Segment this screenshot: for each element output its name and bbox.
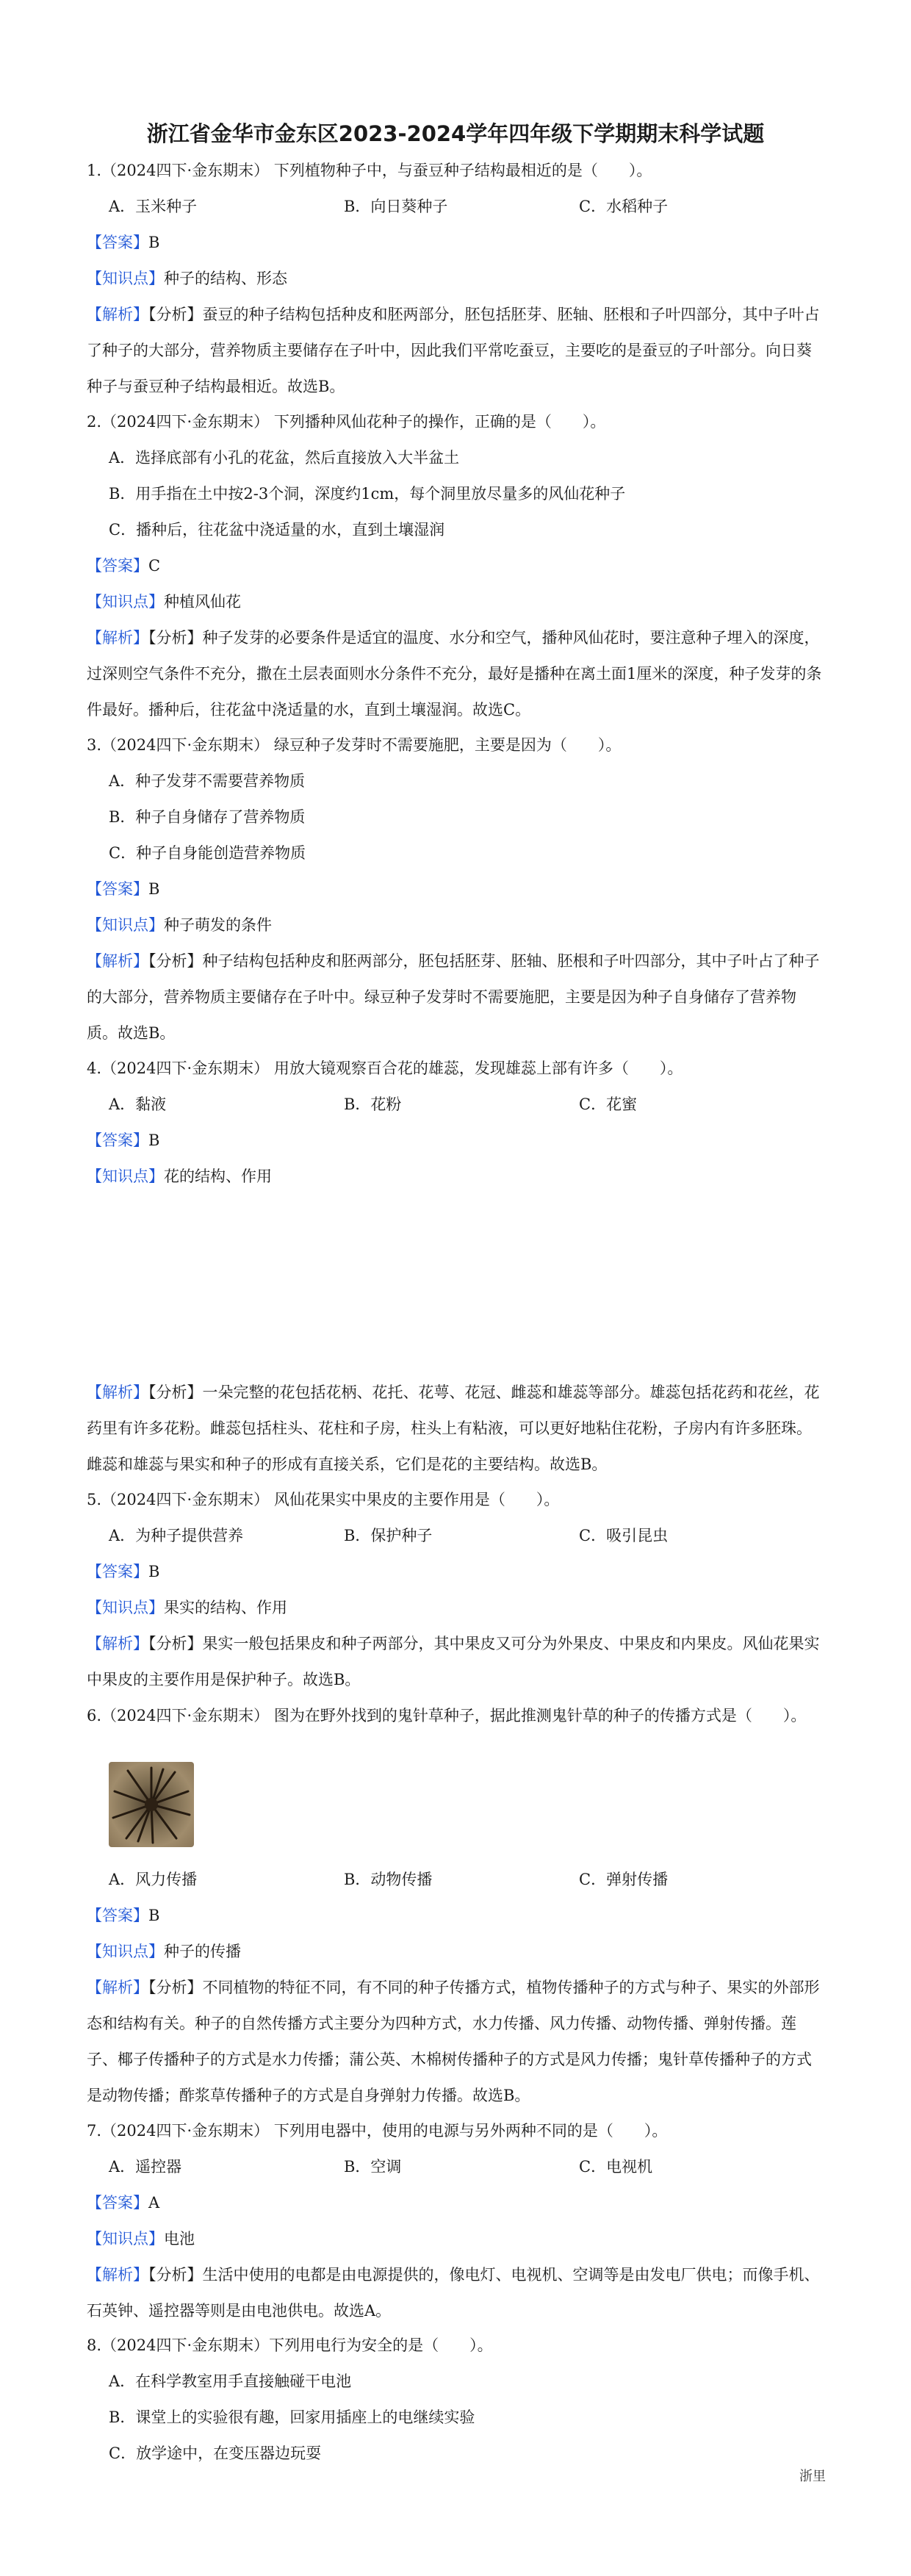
q4-answer: B: [148, 1132, 160, 1149]
q8-option-a: A．在科学教室用手直接触碰干电池: [109, 2372, 352, 2390]
analysis-label: 【解析】: [87, 629, 148, 647]
q3-option-c: C．种子自身能创造营养物质: [109, 844, 306, 862]
knowledge-label: 【知识点】: [87, 1599, 164, 1616]
q4-analysis: 【分析】一朵完整的花包括花柄、花托、花萼、花冠、雌蕊和雄蕊等部分。雄蕊包括花药和花丝，花药里有许多花粉。雌蕊包括柱头、花柱和子房，柱头上有粘液，可以更好地粘住花粉，子房内有许多胚珠。雌蕊和雄蕊与果实和种子的形成有直接关系，它们是花的主要结构。故选B。: [87, 1384, 820, 1473]
q2-analysis: 【分析】种子发芽的必要条件是适宜的温度、水分和空气，播种风仙花时，要注意种子埋入的深度，过深则空气条件不充分，撒在土层表面则水分条件不充分，最好是播种在离土面1厘米的深度，种子发芽的条件最好。播种后，往花盆中浇适量的水，直到土壤湿润。故选C。: [87, 629, 822, 719]
analysis-label: 【解析】: [87, 2266, 148, 2284]
q3-analysis: 【分析】种子结构包括种皮和胚两部分，胚包括胚芽、胚轴、胚根和子叶四部分，其中子叶占了种子的大部分，营养物质主要储存在子叶中。绿豆种子发芽时不需要施肥，主要是因为种子自身储存了营养物质。故选B。: [87, 952, 820, 1042]
q5-option-c: C．吸引昆虫: [579, 1527, 669, 1544]
q2-option-a: A．选择底部有小孔的花盆，然后直接放入大半盆土: [109, 449, 460, 467]
analysis-label: 【解析】: [87, 306, 148, 323]
q3-option-a: A．种子发芽不需要营养物质: [109, 772, 306, 790]
answer-label: 【答案】: [87, 2194, 148, 2212]
q4-analysis-block: [87, 1375, 825, 1483]
q6-option-c: C．弹射传播: [579, 1871, 669, 1888]
q3-answer: B: [148, 880, 160, 898]
q2-answer-line: [87, 555, 825, 576]
q7-answer-line: [87, 2192, 825, 2213]
q8-option-b: B．课堂上的实验很有趣，回家用插座上的电继续实验: [109, 2408, 475, 2426]
q1-answer: B: [148, 234, 160, 251]
seed-cluster-icon: [109, 1762, 194, 1847]
knowledge-label: 【知识点】: [87, 1168, 164, 1185]
q1-knowledge-line: [87, 268, 825, 289]
q4-answer-line: [87, 1130, 825, 1151]
q5-analysis-block: [87, 1626, 825, 1698]
q1-option-c: C．水稻种子: [579, 198, 669, 215]
knowledge-label: 【知识点】: [87, 1943, 164, 1960]
answer-label: 【答案】: [87, 880, 148, 898]
analysis-label: 【解析】: [87, 1384, 148, 1401]
q4-option-c: C．花蜜: [579, 1095, 638, 1113]
q2-stem: 2.（2024四下·金东期末） 下列播种风仙花种子的操作，正确的是（ ）。: [87, 413, 606, 431]
bidens-seed-image: [109, 1762, 194, 1847]
q2-knowledge: 种植风仙花: [164, 593, 241, 611]
answer-label: 【答案】: [87, 234, 148, 251]
answer-label: 【答案】: [87, 1563, 148, 1580]
q1-option-b: B．向日葵种子: [344, 198, 448, 215]
q3-knowledge: 种子萌发的条件: [164, 916, 272, 934]
q3-option-b: B．种子自身储存了营养物质: [109, 808, 306, 826]
q6-answer: B: [148, 1907, 160, 1924]
q2-answer: C: [148, 557, 161, 575]
q6-analysis-block: [87, 1970, 825, 2114]
q7-option-a: A．遥控器: [109, 2158, 182, 2176]
q4-option-b: B．花粉: [344, 1095, 402, 1113]
page-footer: 浙里: [799, 2469, 826, 2484]
q7-answer: A: [148, 2194, 160, 2212]
q3-analysis-block: [87, 943, 825, 1051]
q7-knowledge-line: [87, 2228, 825, 2249]
answer-label: 【答案】: [87, 557, 148, 575]
q3-stem: 3.（2024四下·金东期末） 绿豆种子发芽时不需要施肥，主要是因为（ ）。: [87, 736, 622, 754]
q1-knowledge: 种子的结构、形态: [164, 270, 287, 287]
q7-option-b: B．空调: [344, 2158, 402, 2176]
q1-answer-line: [87, 232, 825, 253]
q4-knowledge: 花的结构、作用: [164, 1168, 272, 1185]
q7-analysis: 【分析】生活中使用的电都是由电源提供的，像电灯、电视机、空调等是由发电厂供电；而像手机、石英钟、遥控器等则是由电池供电。故选A。: [87, 2266, 820, 2320]
q5-option-b: B．保护种子: [344, 1527, 433, 1544]
q6-knowledge: 种子的传播: [164, 1943, 241, 1960]
analysis-label: 【解析】: [87, 1979, 148, 1996]
knowledge-label: 【知识点】: [87, 916, 164, 934]
q5-knowledge-line: [87, 1597, 825, 1618]
q6-option-a: A．风力传播: [109, 1871, 198, 1888]
q4-stem: 4.（2024四下·金东期末） 用放大镜观察百合花的雄蕊，发现雄蕊上部有许多（ ）。: [87, 1059, 683, 1077]
q5-answer: B: [148, 1563, 160, 1580]
q8-option-c: C．放学途中，在变压器边玩耍: [109, 2444, 322, 2462]
q2-analysis-block: [87, 620, 825, 728]
q3-answer-line: [87, 879, 825, 899]
answer-label: 【答案】: [87, 1907, 148, 1924]
q5-knowledge: 果实的结构、作用: [164, 1599, 287, 1616]
q7-knowledge: 电池: [164, 2230, 195, 2248]
q7-stem: 7.（2024四下·金东期末） 下列用电器中，使用的电源与另外两种不同的是（ ）。: [87, 2122, 668, 2140]
q5-analysis: 【分析】果实一般包括果皮和种子两部分，其中果皮又可分为外果皮、中果皮和内果皮。风仙花果实中果皮的主要作用是保护种子。故选B。: [87, 1635, 820, 1688]
page-title: 浙江省金华市金东区2023-2024学年四年级下学期期末科学试题: [146, 121, 765, 146]
q7-option-c: C．电视机: [579, 2158, 653, 2176]
q7-analysis-block: [87, 2257, 825, 2329]
q2-knowledge-line: [87, 591, 825, 612]
q5-answer-line: [87, 1561, 825, 1582]
q2-option-c: C．播种后，往花盆中浇适量的水，直到土壤湿润: [109, 521, 445, 539]
knowledge-label: 【知识点】: [87, 270, 164, 287]
q1-analysis: 【分析】蚕豆的种子结构包括种皮和胚两部分，胚包括胚芽、胚轴、胚根和子叶四部分，其中子叶占了种子的大部分，营养物质主要储存在子叶中，因此我们平常吃蚕豆，主要吃的是蚕豆的子叶部分。向日葵种子与蚕豆种子结构最相近。故选B。: [87, 306, 820, 395]
knowledge-label: 【知识点】: [87, 2230, 164, 2248]
q2-option-b: B．用手指在土中按2-3个洞，深度约1cm，每个洞里放尽量多的风仙花种子: [109, 485, 626, 503]
q5-stem: 5.（2024四下·金东期末） 风仙花果实中果皮的主要作用是（ ）。: [87, 1491, 560, 1508]
q5-option-a: A．为种子提供营养: [109, 1527, 244, 1544]
knowledge-label: 【知识点】: [87, 593, 164, 611]
q6-answer-line: [87, 1905, 825, 1926]
q4-knowledge-line: [87, 1166, 825, 1187]
q6-analysis: 【分析】不同植物的特征不同，有不同的种子传播方式，植物传播种子的方式与种子、果实的外部形态和结构有关。种子的自然传播方式主要分为四种方式，水力传播、风力传播、动物传播、弹射传播。莲子、椰子传播种子的方式是水力传播；蒲公英、木棉树传播种子的方式是风力传播；鬼针草传播种子的方式是动物传播；酢浆草传播种子的方式是自身弹射力传播。故选B。: [87, 1979, 820, 2104]
q1-option-a: A．玉米种子: [109, 198, 198, 215]
q1-analysis-block: [87, 297, 825, 405]
q6-option-b: B．动物传播: [344, 1871, 433, 1888]
analysis-label: 【解析】: [87, 952, 148, 970]
q6-knowledge-line: [87, 1941, 825, 1962]
q1-stem: 1.（2024四下·金东期末） 下列植物种子中，与蚕豆种子结构最相近的是（ ）。: [87, 162, 652, 179]
analysis-label: 【解析】: [87, 1635, 148, 1652]
q4-option-a: A．黏液: [109, 1095, 167, 1113]
q8-stem: 8.（2024四下·金东期末）下列用电行为安全的是（ ）。: [87, 2336, 493, 2354]
q6-stem: 6.（2024四下·金东期末） 图为在野外找到的鬼针草种子，据此推测鬼针草的种子的传播方式是（ ）。: [87, 1707, 807, 1724]
answer-label: 【答案】: [87, 1132, 148, 1149]
q3-knowledge-line: [87, 915, 825, 935]
